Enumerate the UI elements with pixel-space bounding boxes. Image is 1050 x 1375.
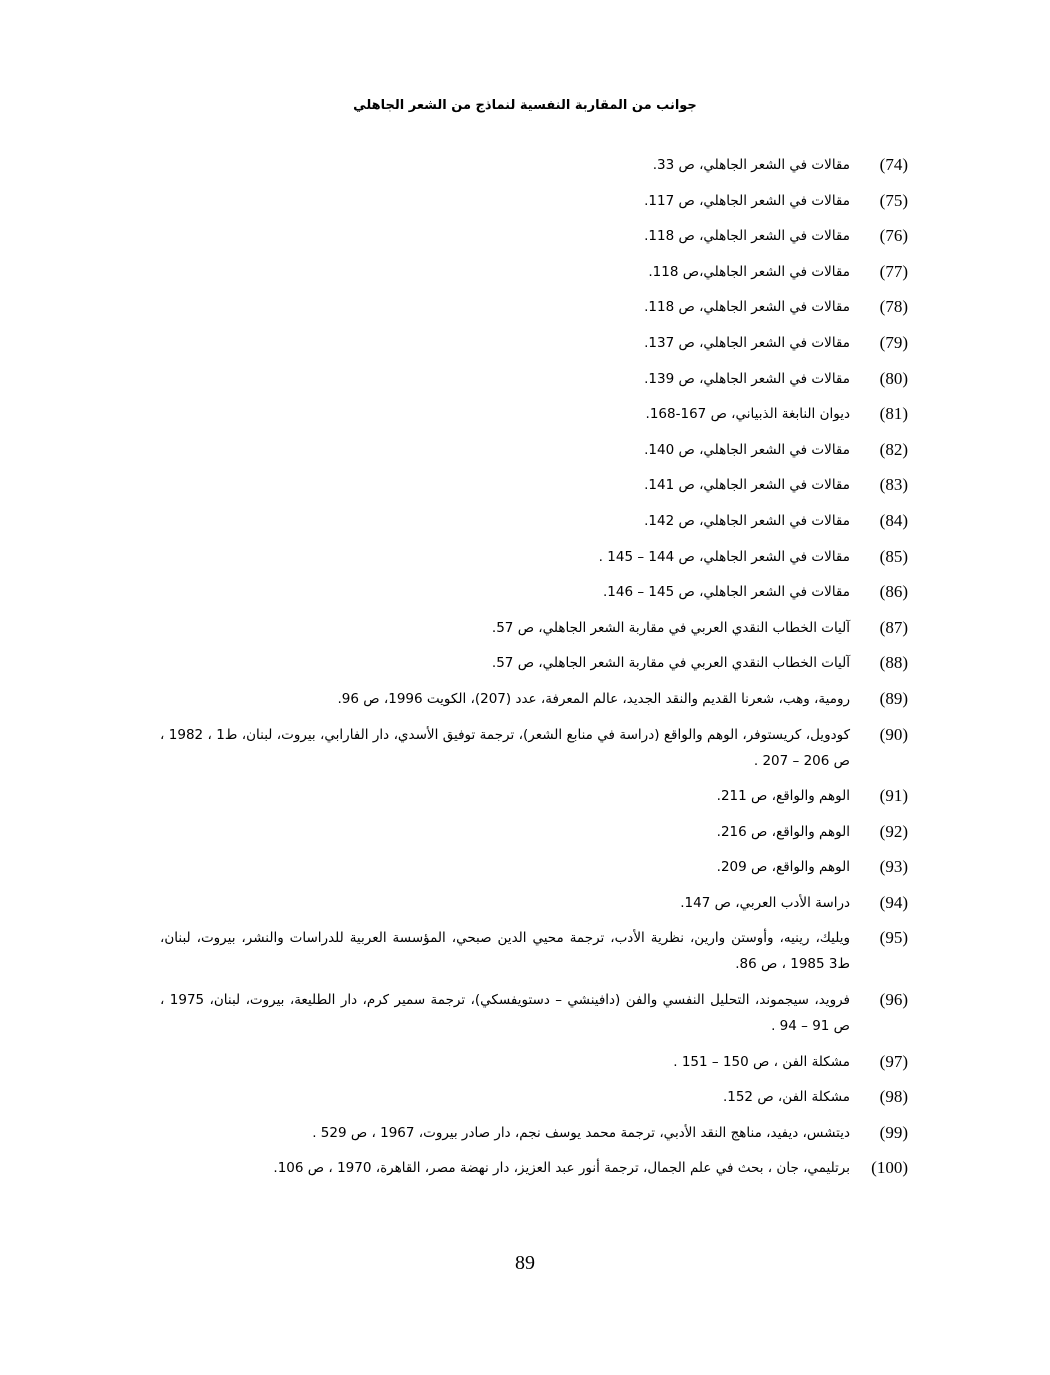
endnote-text: الوهم والواقع، ص 216. [716, 823, 850, 840]
endnote-item [160, 579, 908, 605]
endnote-text: دراسة الأدب العربي، ص 147. [680, 894, 850, 911]
endnote-text: مقالات في الشعر الجاهلي، ص 141. [644, 477, 850, 494]
endnotes-list [160, 152, 908, 1191]
endnote-item [160, 401, 908, 427]
endnote-text: آليات الخطاب النقدي العربي في مقاربة الشعر الجاهلي، ص 57. [491, 655, 850, 672]
endnote-item [160, 544, 908, 570]
endnote-item [160, 366, 908, 392]
endnote-text: كودويل، كريستوفر، الوهم والواقع (دراسة في منابع الشعر)، ترجمة توفيق الأسدي، دار الفارابي، بيروت، لبنان، ط1 ، 1982 ، ص 206 – 207 . [160, 726, 850, 769]
endnote-text: مقالات في الشعر الجاهلي، ص 137. [644, 334, 850, 351]
endnote-item [160, 925, 908, 977]
endnote-number: (75) [879, 190, 908, 210]
endnote-item [160, 259, 908, 285]
endnote-item [160, 330, 908, 356]
endnote-number: (92) [879, 821, 908, 841]
endnote-item [160, 854, 908, 880]
endnote-item [160, 819, 908, 845]
endnote-text: مقالات في الشعر الجاهلي، ص 144 – 145 . [598, 548, 850, 565]
endnote-text: الوهم والواقع، ص 211. [716, 788, 850, 805]
endnote-text: فرويد، سيجموند، التحليل النفسي والفن (دافينشي – دستويفسكي)، ترجمة سمير كرم، دار الطليعة، بيروت، لبنان، 1975 ، ص 91 – 94 . [160, 992, 850, 1035]
endnote-number: (78) [879, 297, 908, 317]
endnote-item [160, 783, 908, 809]
endnote-number: (90) [879, 724, 908, 744]
endnote-text: ديتشس، ديفيد، مناهج النقد الأدبي، ترجمة محمد يوسف نجم، دار صادر بيروت، 1967 ، ص 529 . [312, 1124, 850, 1141]
endnote-item [160, 650, 908, 676]
endnote-item [160, 722, 908, 774]
endnote-item [160, 686, 908, 712]
endnote-item [160, 987, 908, 1039]
endnote-number: (86) [879, 582, 908, 602]
endnote-item [160, 188, 908, 214]
endnote-item [160, 152, 908, 178]
endnote-text: مقالات في الشعر الجاهلي،ص 118. [648, 263, 850, 280]
endnote-number: (93) [879, 857, 908, 877]
endnote-number: (83) [879, 475, 908, 495]
endnote-number: (80) [879, 368, 908, 388]
endnote-item [160, 1084, 908, 1110]
endnote-text: مقالات في الشعر الجاهلي، ص 118. [644, 228, 850, 245]
endnote-text: ويليك، رينيه، وأوستن وارين، نظرية الأدب، ترجمة محيي الدين صبحي، المؤسسة العربية للدراسات والنشر، بيروت، لبنان، ط3 1985 ، ص 86. [160, 930, 850, 973]
running-header: جوانب من المقاربة النفسية لنماذج من الشعر الجاهلي [353, 98, 697, 113]
endnote-item [160, 1120, 908, 1146]
endnote-number: (82) [879, 439, 908, 459]
endnote-text: مقالات في الشعر الجاهلي، ص 33. [652, 157, 850, 173]
endnote-number: (87) [879, 617, 908, 637]
endnote-item [160, 472, 908, 498]
endnote-item [160, 294, 908, 320]
endnote-number: (97) [879, 1051, 908, 1071]
endnote-text: ديوان النابغة الذبياني، ص 167-168. [645, 406, 850, 423]
endnote-text: مقالات في الشعر الجاهلي، ص 117. [644, 192, 850, 209]
endnote-text: الوهم والواقع، ص 209. [716, 859, 850, 876]
endnote-number: (96) [879, 990, 908, 1010]
endnote-number: (98) [879, 1087, 908, 1107]
endnote-number: (89) [879, 688, 908, 708]
endnote-number: (84) [879, 510, 908, 530]
endnote-number: (100) [871, 1158, 908, 1178]
endnote-text: مقالات في الشعر الجاهلي، ص 118. [644, 299, 850, 316]
endnote-number: (94) [879, 892, 908, 912]
endnote-number: (91) [879, 786, 908, 806]
endnote-item [160, 615, 908, 641]
endnote-text: رومية، وهب، شعرنا القديم والنقد الجديد، عالم المعرفة، عدد (207)، الكويت 1996، ص 96. [337, 690, 850, 707]
endnote-text: مقالات في الشعر الجاهلي، ص 140. [644, 441, 850, 458]
endnote-number: (77) [879, 261, 908, 281]
endnote-item [160, 508, 908, 534]
endnote-text: برتليمي، جان ، بحث في علم الجمال، ترجمة أنور عبد العزيز، دار نهضة مصر، القاهرة، 1970 ، ص 106. [273, 1160, 850, 1177]
endnote-text: مقالات في الشعر الجاهلي، ص 145 – 146. [602, 584, 850, 601]
endnote-number: (99) [879, 1122, 908, 1142]
page-number: 89 [515, 1252, 535, 1274]
endnote-item [160, 1049, 908, 1075]
endnote-text: مقالات في الشعر الجاهلي، ص 139. [644, 370, 850, 387]
endnote-number: (95) [879, 928, 908, 948]
endnote-text: مشكلة الفن، ص 152. [722, 1089, 850, 1106]
endnote-text: آليات الخطاب النقدي العربي في مقاربة الشعر الجاهلي، ص 57. [491, 619, 850, 636]
endnote-number: (79) [879, 332, 908, 352]
endnote-number: (81) [879, 404, 908, 424]
endnote-number: (88) [879, 653, 908, 673]
endnote-number: (76) [879, 226, 908, 246]
endnote-number: (85) [879, 546, 908, 566]
endnote-item [160, 890, 908, 916]
endnote-text: مشكلة الفن ، ص 150 – 151 . [673, 1053, 850, 1070]
endnote-text: مقالات في الشعر الجاهلي، ص 142. [644, 512, 850, 529]
endnote-item [160, 1155, 908, 1181]
endnote-item [160, 223, 908, 249]
endnote-item [160, 437, 908, 463]
endnote-number: (74) [879, 155, 908, 174]
